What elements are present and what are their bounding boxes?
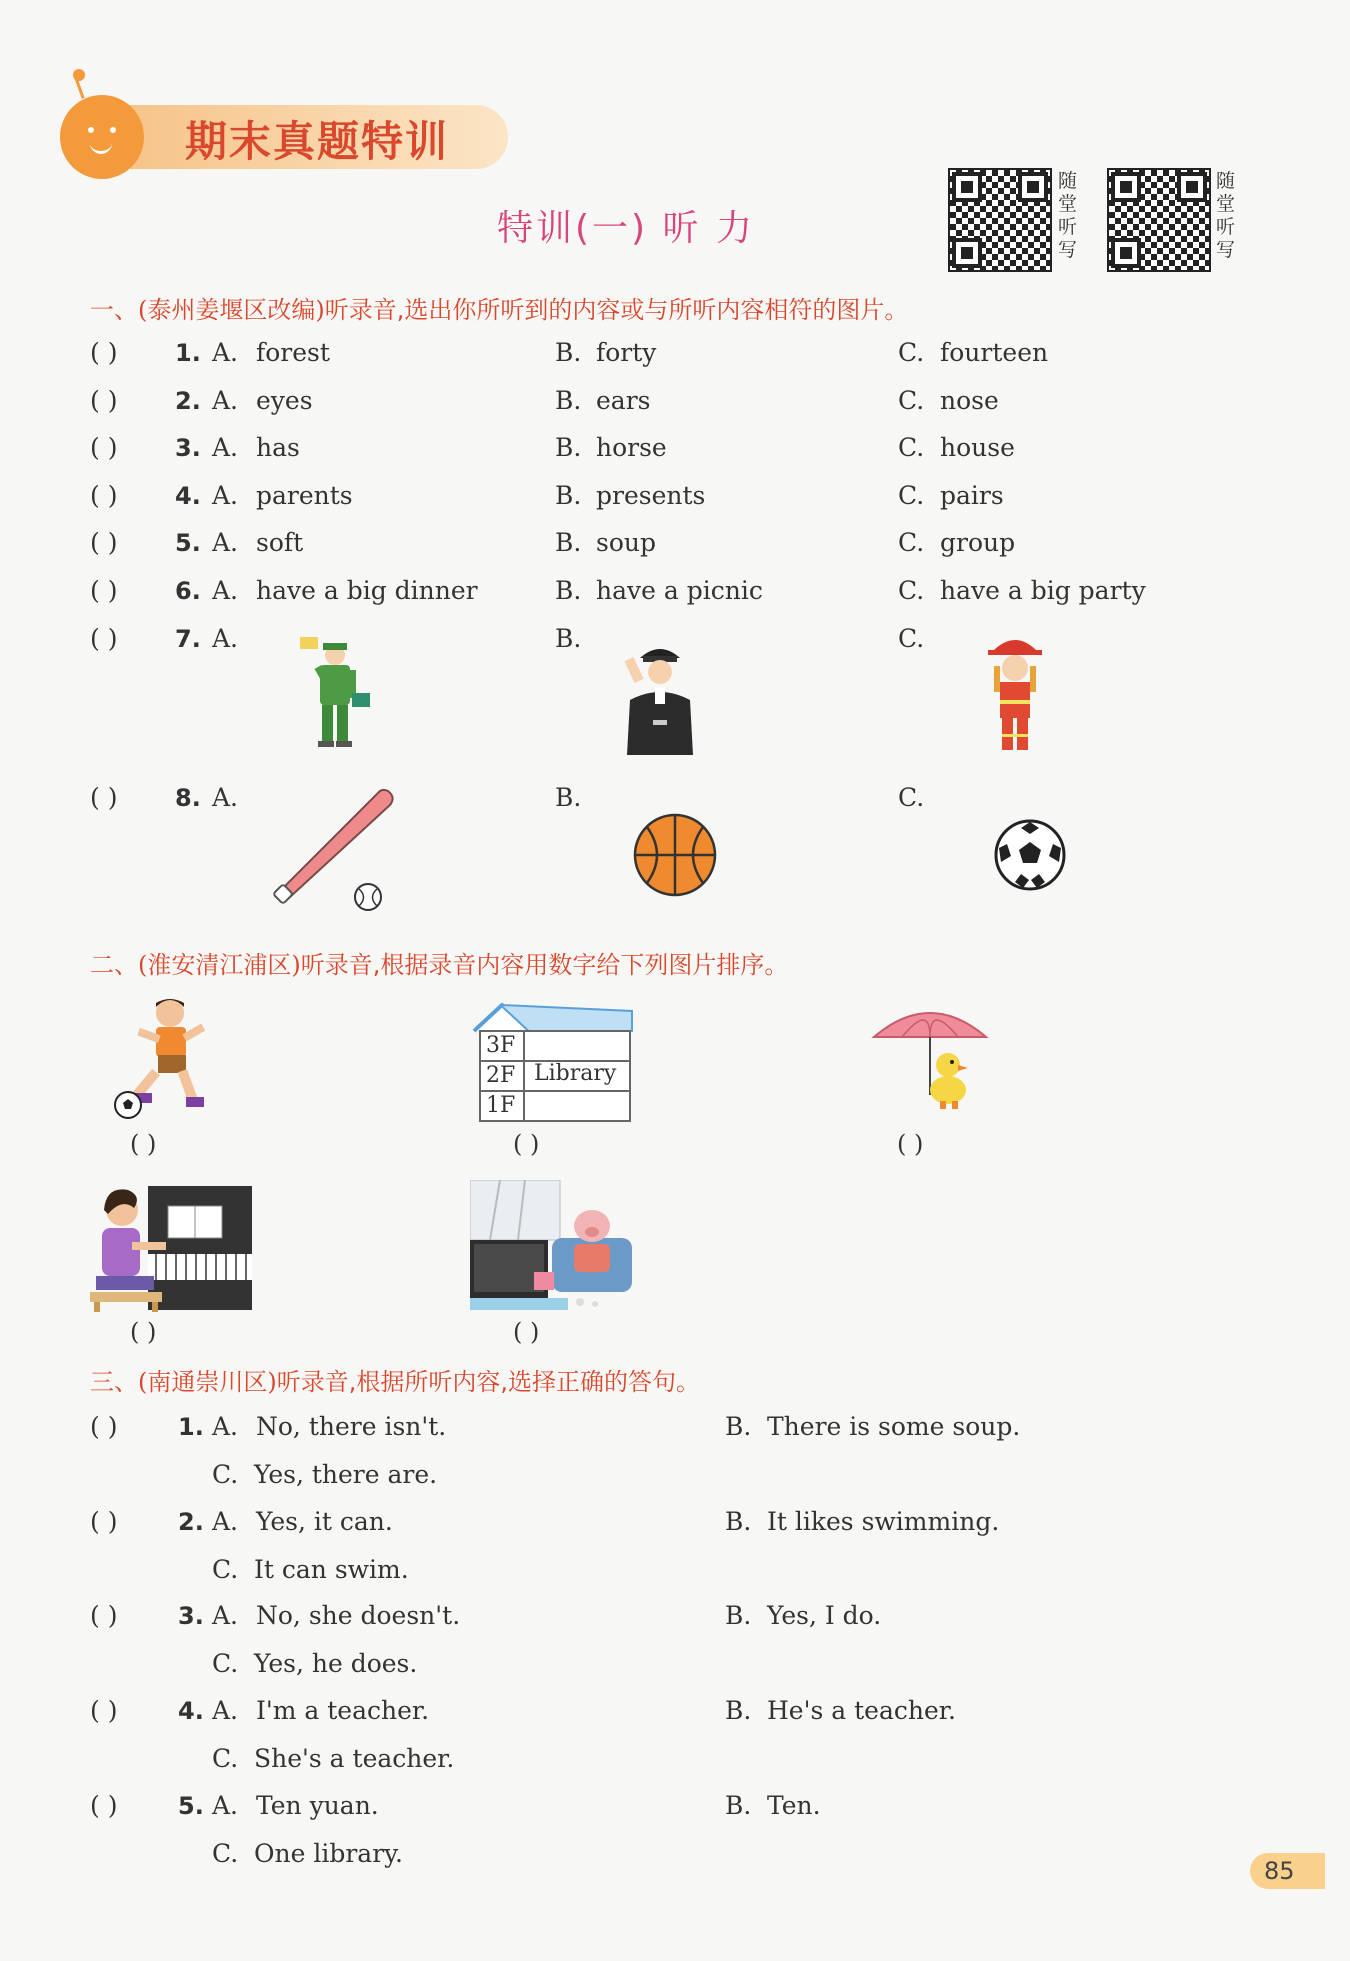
option-c-letter: C. xyxy=(898,624,925,653)
option-b-text: It likes swimming. xyxy=(767,1507,1000,1536)
option-c-letter: C. xyxy=(212,1555,239,1584)
option-b-letter: B. xyxy=(725,1507,752,1536)
option-a-text: has xyxy=(256,433,300,462)
option-c-letter: C. xyxy=(212,1649,239,1678)
option-a-letter: A. xyxy=(212,528,239,557)
option-c-letter: C. xyxy=(212,1460,239,1489)
option-b-text: presents xyxy=(596,481,706,510)
option-b-text: There is some soup. xyxy=(767,1412,1021,1441)
question-number: 2. xyxy=(178,1508,204,1536)
option-a-text: Ten yuan. xyxy=(256,1791,379,1820)
section-banner xyxy=(60,95,510,177)
section-1-heading: 一、(泰州姜堰区改编)听录音,选出你所听到的内容或与所听内容相符的图片。 xyxy=(90,296,909,324)
option-a-letter: A. xyxy=(212,783,239,812)
option-b-letter: B. xyxy=(555,433,582,462)
question-number: 7. xyxy=(175,625,201,653)
option-c-letter: C. xyxy=(212,1744,239,1773)
option-c-letter: C. xyxy=(898,528,925,557)
pig-watching-tv-picture xyxy=(470,1180,640,1312)
option-a-text: eyes xyxy=(256,386,313,415)
answer-blank[interactable]: ( ) xyxy=(90,576,118,605)
option-b-text: Ten. xyxy=(767,1791,821,1820)
boy-playing-football-picture xyxy=(108,995,228,1120)
option-c-text: pairs xyxy=(940,481,1004,510)
order-blank[interactable]: ( ) xyxy=(513,1130,540,1158)
police-officer-picture xyxy=(615,640,705,755)
option-b-letter: B. xyxy=(725,1696,752,1725)
option-b-letter: B. xyxy=(555,338,582,367)
question-number: 3. xyxy=(175,434,201,462)
option-a-letter: A. xyxy=(212,1412,239,1441)
option-c-text: group xyxy=(940,528,1016,557)
page-subtitle: 特训(一) 听 力 xyxy=(497,208,755,249)
option-a-letter: A. xyxy=(212,386,239,415)
option-b-text: have a picnic xyxy=(596,576,763,605)
option-a-text: have a big dinner xyxy=(256,576,478,605)
option-b-letter: B. xyxy=(725,1412,752,1441)
question-number: 5. xyxy=(175,529,201,557)
option-c-letter: C. xyxy=(898,481,925,510)
banner-title: 期末真题特训 xyxy=(185,117,450,166)
answer-blank[interactable]: ( ) xyxy=(90,1696,118,1725)
question-number: 4. xyxy=(175,482,201,510)
option-c-text: house xyxy=(940,433,1015,462)
option-c-text: nose xyxy=(940,386,999,415)
girl-playing-piano-picture xyxy=(88,1180,254,1312)
option-a-text: I'm a teacher. xyxy=(256,1696,430,1725)
option-b-letter: B. xyxy=(725,1601,752,1630)
option-b-text: He's a teacher. xyxy=(767,1696,956,1725)
option-c-text: She's a teacher. xyxy=(254,1744,455,1773)
option-b-text: horse xyxy=(596,433,667,462)
question-number: 3. xyxy=(178,1602,204,1630)
question-number: 2. xyxy=(175,387,201,415)
option-b-text: ears xyxy=(596,386,651,415)
option-b-letter: B. xyxy=(555,481,582,510)
option-a-letter: A. xyxy=(212,338,239,367)
option-b-letter: B. xyxy=(555,386,582,415)
library-picture xyxy=(472,1003,637,1123)
option-a-letter: A. xyxy=(212,1791,239,1820)
option-c-letter: C. xyxy=(898,433,925,462)
page-number: 85 xyxy=(1250,1853,1325,1889)
option-b-letter: B. xyxy=(725,1791,752,1820)
option-a-letter: A. xyxy=(212,1601,239,1630)
option-c-text: It can swim. xyxy=(254,1555,409,1584)
option-a-letter: A. xyxy=(212,481,239,510)
option-b-letter: B. xyxy=(555,528,582,557)
library-floor-1: 1F xyxy=(486,1093,516,1118)
qr-label: 随堂听写 xyxy=(1058,170,1078,261)
option-a-text: Yes, it can. xyxy=(256,1507,393,1536)
question-number: 1. xyxy=(175,339,201,367)
section-2-heading: 二、(淮安清江浦区)听录音,根据录音内容用数字给下列图片排序。 xyxy=(90,951,789,979)
answer-blank[interactable]: ( ) xyxy=(90,386,118,415)
answer-blank[interactable]: ( ) xyxy=(90,783,118,812)
option-c-text: have a big party xyxy=(940,576,1146,605)
option-c-letter: C. xyxy=(898,338,925,367)
duck-with-umbrella-picture xyxy=(870,995,990,1115)
order-blank[interactable]: ( ) xyxy=(130,1318,157,1346)
option-c-letter: C. xyxy=(898,386,925,415)
order-blank[interactable]: ( ) xyxy=(897,1130,924,1158)
library-floor-2: 2F xyxy=(486,1063,516,1088)
option-b-letter: B. xyxy=(555,624,582,653)
answer-blank[interactable]: ( ) xyxy=(90,338,118,367)
library-floor-3: 3F xyxy=(486,1033,516,1058)
option-b-text: Yes, I do. xyxy=(767,1601,882,1630)
basketball-picture xyxy=(632,812,718,898)
option-c-letter: C. xyxy=(212,1839,239,1868)
soccer-ball-picture xyxy=(993,818,1067,892)
order-blank[interactable]: ( ) xyxy=(130,1130,157,1158)
option-a-letter: A. xyxy=(212,624,239,653)
option-c-letter: C. xyxy=(898,783,925,812)
answer-blank[interactable]: ( ) xyxy=(90,433,118,462)
option-c-letter: C. xyxy=(898,576,925,605)
mascot-antenna-ball xyxy=(73,69,85,81)
section-3-heading: 三、(南通崇川区)听录音,根据所听内容,选择正确的答句。 xyxy=(90,1368,700,1396)
postman-picture xyxy=(290,635,380,755)
option-a-letter: A. xyxy=(212,433,239,462)
option-b-letter: B. xyxy=(555,576,582,605)
answer-blank[interactable]: ( ) xyxy=(90,1507,118,1536)
option-c-text: Yes, he does. xyxy=(254,1649,418,1678)
option-b-letter: B. xyxy=(555,783,582,812)
baseball-bat-picture xyxy=(270,785,400,915)
answer-blank[interactable]: ( ) xyxy=(90,1412,118,1441)
question-number: 6. xyxy=(175,577,201,605)
option-c-text: Yes, there are. xyxy=(254,1460,438,1489)
answer-blank[interactable]: ( ) xyxy=(90,1601,118,1630)
answer-blank[interactable]: ( ) xyxy=(90,1791,118,1820)
question-number: 5. xyxy=(178,1792,204,1820)
question-number: 4. xyxy=(178,1697,204,1725)
option-a-text: soft xyxy=(256,528,304,557)
option-a-text: No, she doesn't. xyxy=(256,1601,461,1630)
answer-blank[interactable]: ( ) xyxy=(90,528,118,557)
option-a-letter: A. xyxy=(212,576,239,605)
firefighter-picture xyxy=(980,630,1050,755)
answer-blank[interactable]: ( ) xyxy=(90,481,118,510)
question-number: 8. xyxy=(175,784,201,812)
mascot-icon xyxy=(60,95,144,179)
option-a-text: forest xyxy=(256,338,330,367)
option-a-text: parents xyxy=(256,481,353,510)
option-a-letter: A. xyxy=(212,1507,239,1536)
option-c-text: One library. xyxy=(254,1839,403,1868)
library-label: Library xyxy=(534,1061,617,1086)
question-number: 1. xyxy=(178,1413,204,1441)
option-c-text: fourteen xyxy=(940,338,1049,367)
qr-code-icon[interactable] xyxy=(1107,168,1211,272)
option-b-text: soup xyxy=(596,528,656,557)
order-blank[interactable]: ( ) xyxy=(513,1318,540,1346)
qr-code-icon[interactable] xyxy=(948,168,1052,272)
option-a-letter: A. xyxy=(212,1696,239,1725)
qr-label: 随堂听写 xyxy=(1216,170,1236,261)
option-a-text: No, there isn't. xyxy=(256,1412,447,1441)
answer-blank[interactable]: ( ) xyxy=(90,624,118,653)
option-b-text: forty xyxy=(596,338,657,367)
